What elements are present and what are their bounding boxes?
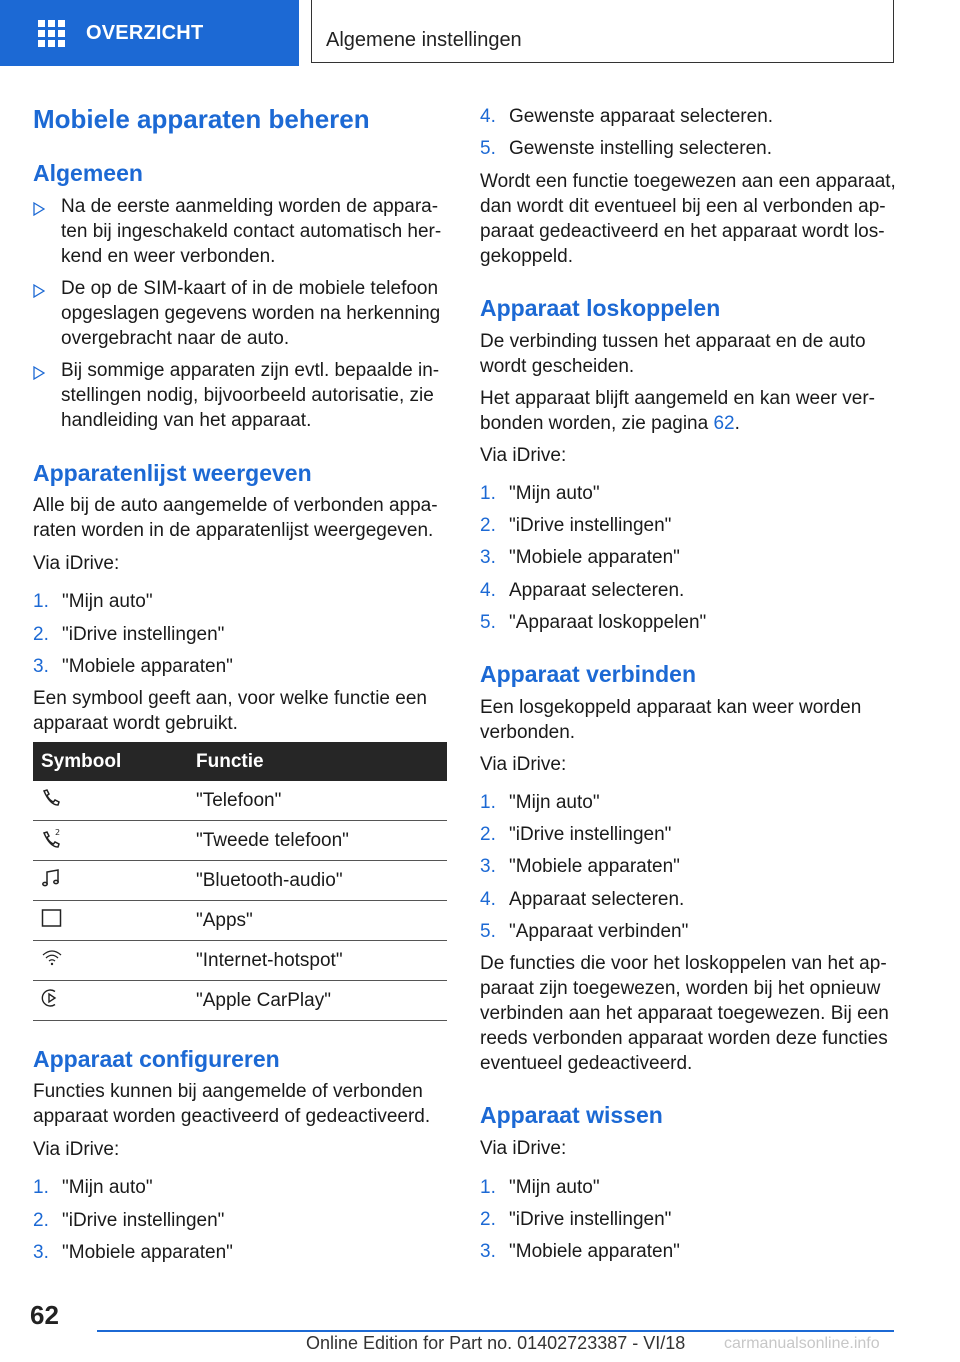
paragraph-symbol: Een symbool geeft aan, voor welke functie een apparaat wordt gebruikt. <box>33 688 427 734</box>
paragraph-loskoppelen-intro: De verbinding tussen het apparaat en de auto wordt gescheiden. <box>480 331 866 377</box>
table-row <box>33 861 447 901</box>
step-number: 4. <box>480 579 496 601</box>
step-number: 1. <box>480 792 496 813</box>
step-number: 2. <box>480 1209 496 1230</box>
page-title: Mobiele apparaten beheren <box>33 104 370 134</box>
second-phone-icon <box>41 827 63 849</box>
step-number: 1. <box>33 1177 49 1198</box>
function-cell: "Internet-hotspot" <box>191 941 447 981</box>
step-number: 5. <box>480 138 496 159</box>
step-text: Apparaat selecteren. <box>509 579 685 601</box>
step-number: 4. <box>480 106 496 127</box>
step-text: "Mobiele apparaten" <box>509 1241 680 1262</box>
step-number: 3. <box>480 547 496 569</box>
step-number: 5. <box>480 611 496 633</box>
heading-verbinden: Apparaat verbinden <box>480 661 696 687</box>
svg-text:2: 2 <box>55 827 61 837</box>
paragraph-lijst-intro: Alle bij de auto aangemelde of verbonden appa- raten worden in de apparatenlijst weergegeven. <box>33 495 438 541</box>
step-number: 1. <box>33 591 49 612</box>
function-cell: "Bluetooth-audio" <box>191 861 447 901</box>
step-text: "Apparaat loskoppelen" <box>509 611 707 633</box>
heading-apparatenlijst: Apparatenlijst weergeven <box>33 460 312 486</box>
step-number: 2. <box>480 515 496 537</box>
step-number: 5. <box>480 920 496 942</box>
via-idrive-label: Via iDrive: <box>480 754 567 775</box>
step-number: 2. <box>33 1209 49 1231</box>
via-idrive-label: Via iDrive: <box>33 553 120 574</box>
paragraph-assignment: Wordt een functie toegewezen aan een apparaat, dan wordt dit eventueel bij een al verbonden ap- paraat gedeactiveerd en het apparaat wordt los- gekoppeld. <box>480 171 896 267</box>
via-idrive-label: Via iDrive: <box>480 445 567 466</box>
column-header-function: Functie <box>191 742 447 781</box>
step-text: "Mijn auto" <box>509 1177 600 1198</box>
heading-algemeen: Algemeen <box>33 160 143 186</box>
step-number: 1. <box>480 1177 496 1198</box>
step-number: 3. <box>33 1242 49 1263</box>
function-cell: "Telefoon" <box>191 781 447 821</box>
table-row <box>33 941 447 981</box>
step-text: "Mobiele apparaten" <box>509 856 680 878</box>
step-text: "Mobiele apparaten" <box>62 656 233 677</box>
step-number: 2. <box>33 623 49 645</box>
section-title: Algemene instellingen <box>326 29 522 51</box>
step-text: "Mobiele apparaten" <box>509 547 680 569</box>
phone-icon <box>41 788 61 808</box>
table-row <box>33 981 447 1021</box>
page-number: 62 <box>30 1300 59 1330</box>
step-text: "Mijn auto" <box>62 1177 153 1198</box>
grid-icon <box>38 20 66 46</box>
step-number: 4. <box>480 888 496 910</box>
via-idrive-label: Via iDrive: <box>33 1139 120 1160</box>
section-title-box <box>311 0 894 63</box>
step-text: Gewenste instelling selecteren. <box>509 138 772 159</box>
step-text: Gewenste apparaat selecteren. <box>509 106 774 127</box>
via-idrive-label: Via iDrive: <box>480 1138 567 1159</box>
heading-wissen: Apparaat wissen <box>480 1102 663 1128</box>
footer-divider <box>97 1330 894 1332</box>
step-number: 3. <box>480 856 496 878</box>
wifi-icon <box>41 948 63 968</box>
step-text: "Mijn auto" <box>509 483 600 504</box>
column-header-symbol: Symbool <box>33 742 191 781</box>
step-text: "Apparaat verbinden" <box>509 920 689 942</box>
step-text: "iDrive instellingen" <box>509 824 672 846</box>
heading-configureren: Apparaat configureren <box>33 1046 280 1072</box>
function-cell: "Apps" <box>191 901 447 941</box>
table-row <box>33 821 447 861</box>
function-cell: "Tweede telefoon" <box>191 821 447 861</box>
apps-square-icon <box>41 908 63 928</box>
watermark: carmanualsonline.info <box>724 1335 880 1352</box>
overview-tab[interactable] <box>0 0 299 66</box>
carplay-icon <box>41 988 61 1008</box>
step-text: "Mobiele apparaten" <box>62 1242 233 1263</box>
step-text: "iDrive instellingen" <box>62 623 225 645</box>
heading-loskoppelen: Apparaat loskoppelen <box>480 295 721 321</box>
page-link[interactable]: 62 <box>713 413 735 434</box>
table-row <box>33 901 447 941</box>
edition-footer: Online Edition for Part no. 01402723387 - VI/18 <box>306 1333 686 1353</box>
step-text: "iDrive instellingen" <box>62 1209 225 1231</box>
step-number: 2. <box>480 824 496 846</box>
paragraph-verbinden-after: De functies die voor het loskoppelen van het ap- paraat zijn toegewezen, worden bij het opnieuw verbinden aan het apparaat toegewezen. Bij een reeds verbonden apparaat worden deze functies eventueel gedeactiveerd. <box>480 953 889 1074</box>
paragraph-verbinden-intro: Een losgekoppeld apparaat kan weer worden verbonden. <box>480 697 862 743</box>
step-text: "Mijn auto" <box>62 591 153 612</box>
step-text: "iDrive instellingen" <box>509 1209 672 1230</box>
symbol-table <box>33 742 447 1021</box>
table-row <box>33 781 447 821</box>
step-text: "iDrive instellingen" <box>509 515 672 537</box>
paragraph-loskoppelen-note: Het apparaat blijft aangemeld en kan weer ver- bonden worden, zie pagina 62. <box>480 388 876 434</box>
step-text: Apparaat selecteren. <box>509 888 685 910</box>
function-cell: "Apple CarPlay" <box>191 981 447 1021</box>
step-number: 3. <box>480 1241 496 1262</box>
step-number: 1. <box>480 483 496 504</box>
step-number: 3. <box>33 656 49 677</box>
step-text: "Mijn auto" <box>509 792 600 813</box>
paragraph-configureren-intro: Functies kunnen bij aangemelde of verbonden apparaat worden geactiveerd of gedeactiveerd. <box>33 1081 431 1127</box>
music-note-icon <box>41 868 61 888</box>
overview-tab-label: OVERZICHT <box>86 21 204 44</box>
